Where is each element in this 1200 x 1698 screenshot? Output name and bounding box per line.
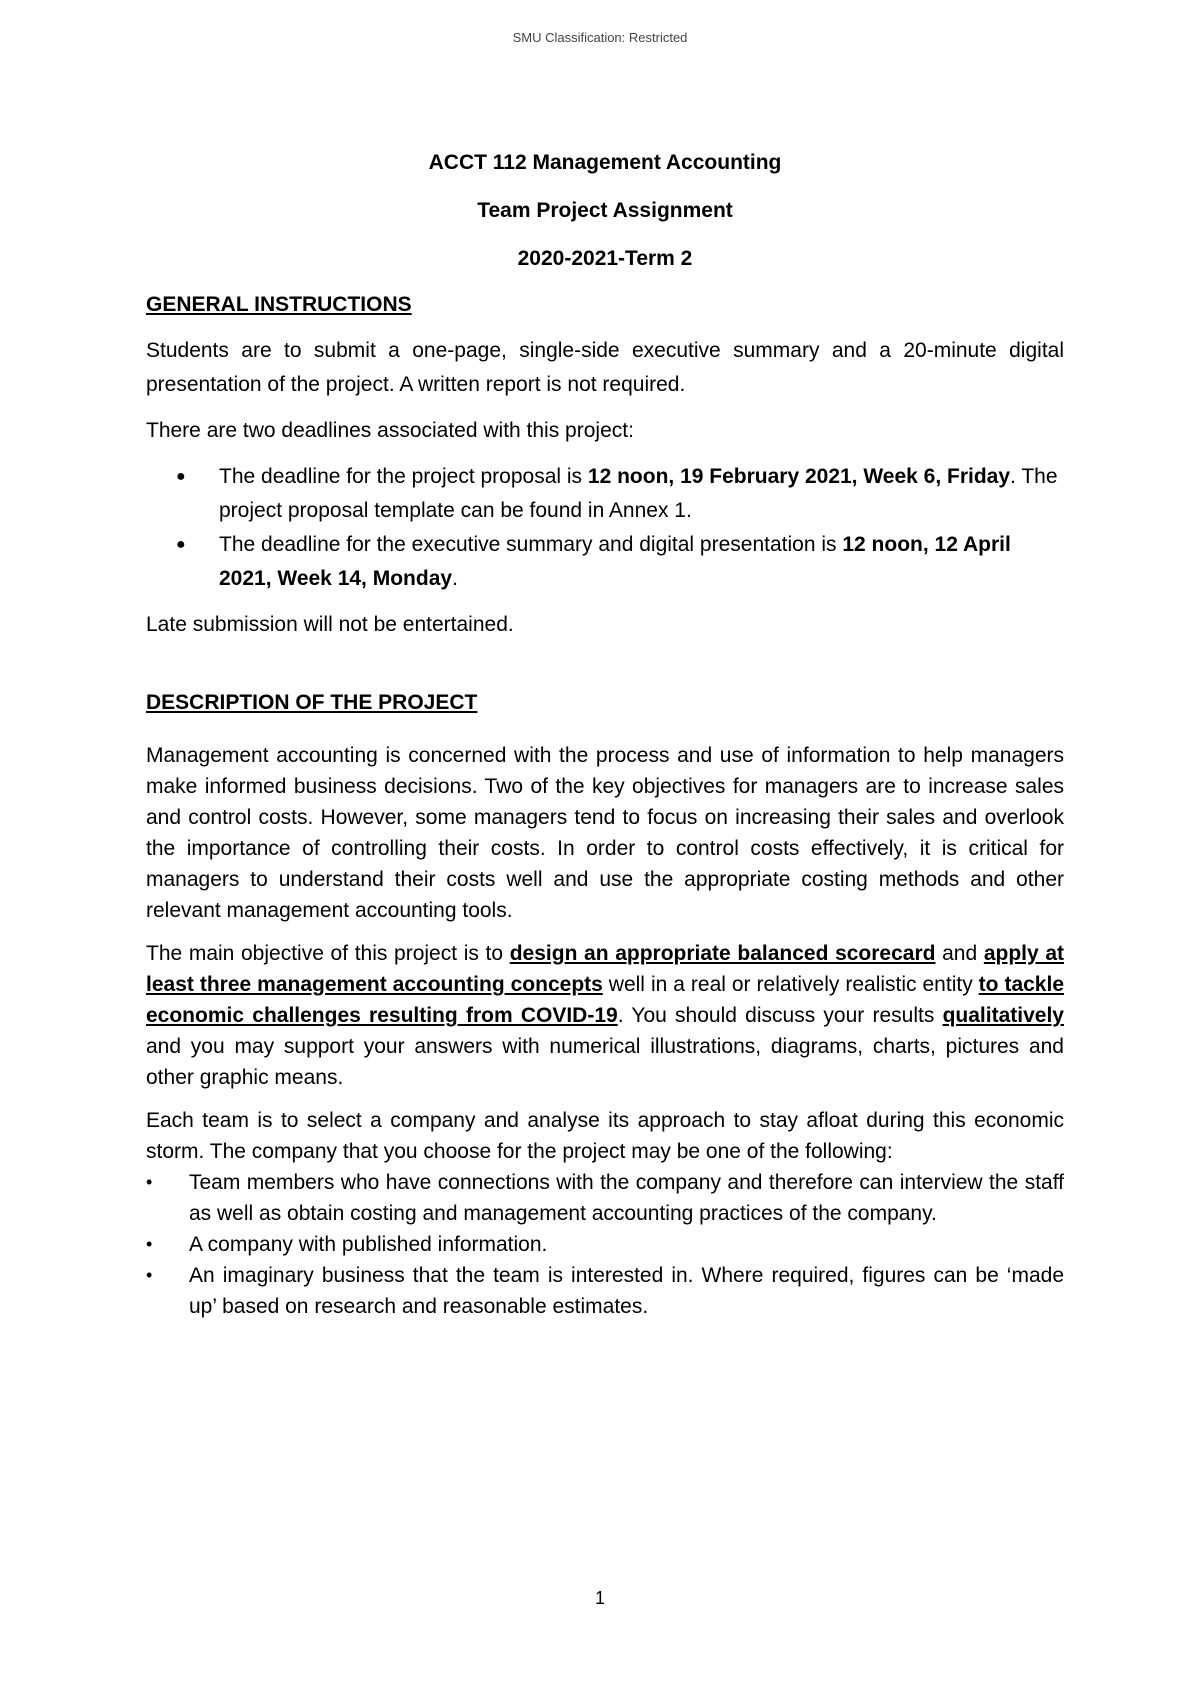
bullet-icon: • <box>146 1172 153 1192</box>
bullet-icon: • <box>146 1265 153 1285</box>
late-submission-note: Late submission will not be entertained. <box>146 613 514 636</box>
deadline-date: 12 noon, 12 April 2021, Week 14, Monday <box>219 533 1011 590</box>
deadline-text: The deadline for the executive summary and digital presentation is <box>219 533 843 556</box>
list-item <box>146 528 1064 596</box>
option-text: Team members who have connections with the company and therefore can interview the staff as well as obtain costing and management accounting practices of the company. <box>189 1171 1064 1225</box>
objective-emphasis: design an appropriate balanced scorecard <box>509 942 936 965</box>
bullet-icon: ● <box>176 468 186 485</box>
general-instructions-paragraph: Students are to submit a one-page, single-side executive summary and a 20-minute digital presentation of the project. A written report is not required. <box>146 339 1064 396</box>
objective-text: . You should discuss your results <box>617 1004 943 1027</box>
classification-label: SMU Classification: Restricted <box>512 30 688 45</box>
objective-text: well in a real or relatively realistic entity <box>602 973 979 996</box>
deadlines-intro: There are two deadlines associated with this project: <box>146 419 634 442</box>
list-item <box>146 460 1064 528</box>
list-item <box>146 1229 1064 1260</box>
bullet-icon: • <box>146 1234 153 1254</box>
description-heading: DESCRIPTION OF THE PROJECT <box>146 691 478 714</box>
deadline-date: 12 noon, 19 February 2021, Week 6, Friday <box>587 465 1011 488</box>
objective-text: and you may support your answers with numerical illustrations, diagrams, charts, pictures and other graphic means. <box>146 1035 1064 1089</box>
objective-emphasis: apply at least three management accounting concepts <box>146 942 1064 996</box>
general-instructions-heading: GENERAL INSTRUCTIONS <box>146 293 412 316</box>
document-body <box>146 146 1064 1322</box>
objective-paragraph <box>146 938 1064 1093</box>
objective-emphasis: to tackle economic challenges resulting from COVID-19 <box>146 973 1065 1027</box>
list-item <box>146 1260 1064 1322</box>
term-title: 2020-2021-Term 2 <box>517 247 693 270</box>
deadline-text: . The project proposal template can be found in Annex 1. <box>219 465 1058 522</box>
course-title: ACCT 112 Management Accounting <box>428 151 782 174</box>
option-text: A company with published information. <box>189 1233 548 1256</box>
company-options-list <box>146 1167 1064 1322</box>
objective-emphasis: qualitatively <box>942 1004 1064 1027</box>
deadline-list <box>146 460 1064 596</box>
page-number: 1 <box>594 1588 605 1608</box>
company-selection-paragraph: Each team is to select a company and analyse its approach to stay afloat during this economic storm. The company that you choose for the project may be one of the following: <box>146 1109 1064 1163</box>
description-paragraph: Management accounting is concerned with the process and use of information to help managers make informed business decisions. Two of the key objectives for managers are to increase sales and control costs. However, some managers tend to focus on increasing their sales and overlook the importance of controlling their costs. In order to control costs effectively, it is critical for managers to understand their costs well and use the appropriate costing methods and other relevant management accounting tools. <box>146 744 1064 922</box>
deadline-text: . <box>452 567 458 590</box>
bullet-icon: ● <box>176 536 186 553</box>
objective-text: The main objective of this project is to <box>146 942 510 965</box>
objective-text: and <box>935 942 984 965</box>
assignment-title: Team Project Assignment <box>477 199 733 222</box>
option-text: An imaginary business that the team is interested in. Where required, figures can be ‘made up’ based on research and reasonable estimates. <box>189 1264 1064 1318</box>
deadline-text: The deadline for the project proposal is <box>219 465 588 488</box>
list-item <box>146 1167 1064 1229</box>
